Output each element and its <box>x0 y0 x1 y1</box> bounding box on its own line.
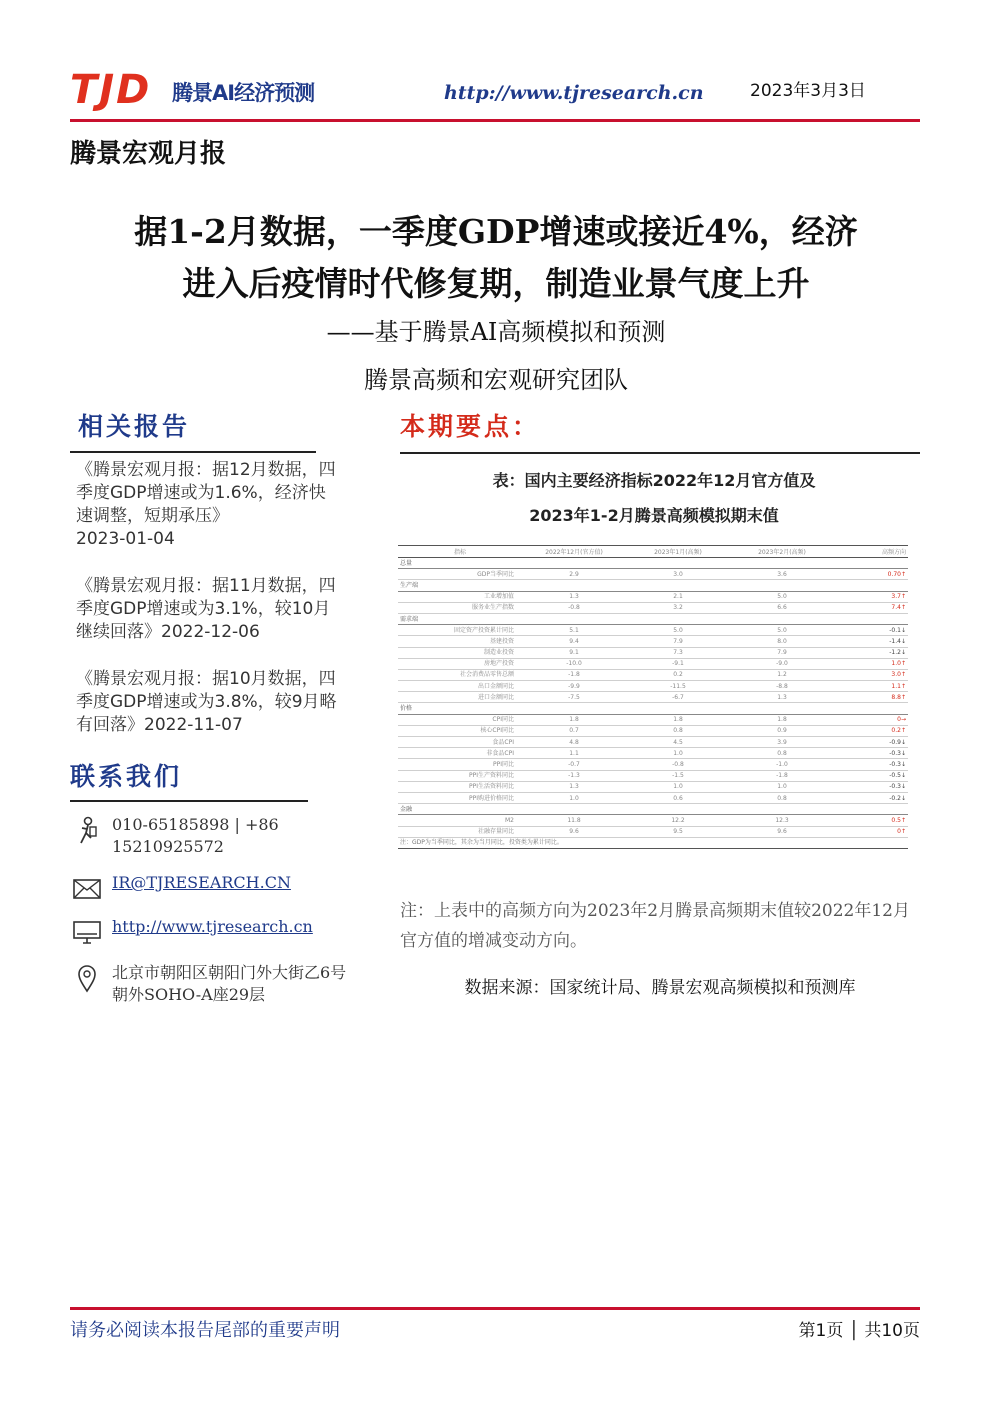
contact-website-link[interactable]: http://www.tjresearch.cn <box>112 917 313 936</box>
table-row <box>398 647 908 658</box>
table-cell-value: 0.2 <box>626 669 730 680</box>
table-cell-direction: -0.5↓ <box>834 770 908 781</box>
table-category-label: 总量 <box>398 558 908 569</box>
table-cell-indicator: 非食品CPI <box>398 748 522 759</box>
report-date: 2023年3月3日 <box>750 81 866 101</box>
table-cell-indicator: CPI同比 <box>398 714 522 725</box>
table-cell-value: 8.0 <box>730 636 834 647</box>
table-cell-value: 3.0 <box>626 569 730 580</box>
table-cell-indicator: GDP当季同比 <box>398 569 522 580</box>
contact-phone-row <box>70 814 370 858</box>
monitor-icon <box>70 916 104 950</box>
page-number: 第1页 │ 共10页 <box>798 1321 920 1341</box>
table-cell-direction: 7.4↑ <box>834 602 908 613</box>
table-cell-direction: -0.9↓ <box>834 737 908 748</box>
table-category-row <box>398 558 908 569</box>
key-points-heading: 本期要点： <box>400 412 541 441</box>
table-cell-direction: -0.2↓ <box>834 792 908 803</box>
table-cell-value: 9.6 <box>730 826 834 837</box>
table-cell-value: 3.9 <box>730 737 834 748</box>
table-category-label: 生产端 <box>398 580 908 591</box>
table-row <box>398 815 908 826</box>
contact-heading: 联系我们 <box>70 762 183 791</box>
table-row <box>398 714 908 725</box>
table-cell-value: -7.5 <box>522 692 626 703</box>
table-row <box>398 569 908 580</box>
table-cell-indicator: 工业增加值 <box>398 591 522 602</box>
main-title-line2: 进入后疫情时代修复期，制造业景气度上升 <box>182 264 810 303</box>
table-cell-value: 5.0 <box>626 625 730 636</box>
table-cell-direction: 0.5↑ <box>834 815 908 826</box>
table-cell-direction: -0.3↓ <box>834 748 908 759</box>
related-item-2[interactable] <box>76 575 338 644</box>
main-title <box>70 206 922 310</box>
table-row <box>398 792 908 803</box>
table-row <box>398 759 908 770</box>
table-row <box>398 826 908 837</box>
contact-address: 北京市朝阳区朝阳门外大街乙6号朝外SOHO-A座29层 <box>112 963 347 1004</box>
table-cell-value: -9.9 <box>522 681 626 692</box>
table-category-row <box>398 613 908 624</box>
table-col-header: 指标 <box>398 546 522 558</box>
table-cell-indicator: 制造业投资 <box>398 647 522 658</box>
table-cell-value: 4.8 <box>522 737 626 748</box>
main-title-line1: 据1-2月数据，一季度GDP增速或接近4%，经济 <box>134 212 858 251</box>
table-cell-value: 5.1 <box>522 625 626 636</box>
table-cell-value: 1.3 <box>522 591 626 602</box>
table-cell-indicator: M2 <box>398 815 522 826</box>
table-row <box>398 781 908 792</box>
table-cell-direction: 1.0↑ <box>834 658 908 669</box>
table-cell-value: -11.5 <box>626 681 730 692</box>
table-cell-value: 11.8 <box>522 815 626 826</box>
table-cell-value: -9.1 <box>626 658 730 669</box>
table-cell-value: 3.6 <box>730 569 834 580</box>
table-cell-value: 2.1 <box>626 591 730 602</box>
table-row <box>398 681 908 692</box>
table-cell-value: 4.5 <box>626 737 730 748</box>
table-category-row <box>398 703 908 714</box>
table-cell-value: -0.8 <box>626 759 730 770</box>
table-cell-indicator: 房地产投资 <box>398 658 522 669</box>
table-footnote: 注：GDP为当季同比，其余为当月同比，投资类为累计同比。 <box>398 837 908 848</box>
table-cell-value: 1.0 <box>730 781 834 792</box>
table-row <box>398 725 908 736</box>
mail-icon <box>70 872 104 906</box>
table-cell-value: -0.8 <box>522 602 626 613</box>
related-item-date: 2023-01-04 <box>76 529 175 549</box>
table-cell-direction: -0.1↓ <box>834 625 908 636</box>
table-cell-direction: 8.8↑ <box>834 692 908 703</box>
table-note: 注：上表中的高频方向为2023年2月腾景高频期末值较2022年12月官方值的增减变动方向。 <box>400 901 910 951</box>
related-divider <box>70 451 316 453</box>
sub-title: ——基于腾景AI高频模拟和预测 <box>326 318 666 346</box>
table-col-header: 2023年2月(高频) <box>730 546 834 558</box>
table-cell-value: 2.9 <box>522 569 626 580</box>
table-cell-indicator: 服务业生产指数 <box>398 602 522 613</box>
table-cell-value: 12.3 <box>730 815 834 826</box>
table-cell-value: 1.0 <box>626 748 730 759</box>
table-row <box>398 692 908 703</box>
key-points-divider <box>400 452 920 454</box>
table-cell-indicator: 基建投资 <box>398 636 522 647</box>
table-cell-value: 0.8 <box>626 725 730 736</box>
table-cell-value: 0.9 <box>730 725 834 736</box>
table-category-label: 需求端 <box>398 613 908 624</box>
table-cell-direction: -1.2↓ <box>834 647 908 658</box>
header-url-link[interactable]: http://www.tjresearch.cn <box>444 82 704 104</box>
table-row <box>398 669 908 680</box>
table-cell-value: 7.3 <box>626 647 730 658</box>
table-cell-value: -1.0 <box>730 759 834 770</box>
series-name: 腾景宏观月报 <box>70 139 227 169</box>
location-pin-icon <box>70 962 104 996</box>
contact-email-row <box>70 872 370 906</box>
table-cell-indicator: PPI生活资料同比 <box>398 781 522 792</box>
table-cell-direction: 3.0↑ <box>834 669 908 680</box>
team-name: 腾景高频和宏观研究团队 <box>364 366 628 394</box>
table-category-label: 价格 <box>398 703 908 714</box>
table-body <box>398 558 908 849</box>
table-cell-indicator: 进口金额同比 <box>398 692 522 703</box>
table-cell-indicator: PPI同比 <box>398 759 522 770</box>
table-row <box>398 591 908 602</box>
table-cell-direction: -0.3↓ <box>834 759 908 770</box>
table-col-header: 高频方向 <box>834 546 908 558</box>
table-row <box>398 658 908 669</box>
table-row <box>398 748 908 759</box>
contact-address-row <box>70 962 370 1006</box>
table-cell-indicator: 社会消费品零售总额 <box>398 669 522 680</box>
related-item-text: 《腾景宏观月报：据10月数据，四季度GDP增速或为3.8%，较9月略有回落》2022-11-07 <box>76 669 337 735</box>
table-cell-value: 0.6 <box>626 792 730 803</box>
table-cell-value: 1.1 <box>522 748 626 759</box>
table-cell-indicator: 出口金额同比 <box>398 681 522 692</box>
table-cell-indicator: 固定资产投资累计同比 <box>398 625 522 636</box>
table-cell-value: 1.3 <box>522 781 626 792</box>
table-header-row <box>398 546 908 558</box>
table-cell-direction: -1.4↓ <box>834 636 908 647</box>
indicator-table <box>398 545 908 849</box>
table-cell-value: 3.2 <box>626 602 730 613</box>
table-cell-direction: 0↑ <box>834 826 908 837</box>
table-footnote-row <box>398 837 908 848</box>
table-cell-value: -1.5 <box>626 770 730 781</box>
contact-website-row <box>70 916 370 950</box>
logo-text: 腾景AI经济预测 <box>172 81 315 105</box>
table-row <box>398 770 908 781</box>
table-col-header: 2023年1月(高频) <box>626 546 730 558</box>
contact-divider <box>70 800 308 802</box>
table-cell-value: 9.1 <box>522 647 626 658</box>
related-item-3[interactable] <box>76 668 338 737</box>
table-category-row <box>398 580 908 591</box>
table-cell-indicator: 核心CPI同比 <box>398 725 522 736</box>
table-cell-value: 1.8 <box>522 714 626 725</box>
header-divider <box>70 119 920 122</box>
table-caption-line1: 表：国内主要经济指标2022年12月官方值及 <box>492 471 816 490</box>
table-cell-value: 1.8 <box>730 714 834 725</box>
table-cell-value: 1.2 <box>730 669 834 680</box>
footer-disclaimer: 请务必阅读本报告尾部的重要声明 <box>70 1320 340 1341</box>
table-cell-direction: 0→ <box>834 714 908 725</box>
table-cell-value: 1.3 <box>730 692 834 703</box>
contact-email-link[interactable]: IR@TJRESEARCH.CN <box>112 873 291 892</box>
table-category-row <box>398 804 908 815</box>
table-row <box>398 737 908 748</box>
table-cell-indicator: 食品CPI <box>398 737 522 748</box>
table-cell-direction: 1.1↑ <box>834 681 908 692</box>
table-cell-value: 9.5 <box>626 826 730 837</box>
table-cell-value: -1.3 <box>522 770 626 781</box>
table-cell-indicator: 社融存量同比 <box>398 826 522 837</box>
table-category-label: 金融 <box>398 804 908 815</box>
table-cell-value: 7.9 <box>626 636 730 647</box>
table-cell-direction: 0.70↑ <box>834 569 908 580</box>
table-row <box>398 602 908 613</box>
table-cell-value: -6.7 <box>626 692 730 703</box>
table-cell-value: -9.0 <box>730 658 834 669</box>
table-cell-indicator: PPI购进价格同比 <box>398 792 522 803</box>
table-row <box>398 636 908 647</box>
related-heading: 相关报告 <box>78 412 191 441</box>
table-cell-value: -1.8 <box>522 669 626 680</box>
related-item-1[interactable] <box>76 459 338 551</box>
table-row <box>398 625 908 636</box>
table-cell-value: -10.0 <box>522 658 626 669</box>
table-cell-value: 7.9 <box>730 647 834 658</box>
related-item-text: 《腾景宏观月报：据12月数据，四季度GDP增速或为1.6%，经济快速调整，短期承压》 <box>76 460 336 526</box>
table-cell-value: -0.7 <box>522 759 626 770</box>
table-cell-value: 1.0 <box>522 792 626 803</box>
table-cell-value: 1.0 <box>626 781 730 792</box>
logo-mark: TJD <box>70 67 152 113</box>
table-cell-direction: -0.3↓ <box>834 781 908 792</box>
table-cell-value: 5.0 <box>730 625 834 636</box>
data-source: 数据来源：国家统计局、腾景宏观高频模拟和预测库 <box>464 978 856 998</box>
table-col-header: 2022年12月(官方值) <box>522 546 626 558</box>
table-cell-value: -8.8 <box>730 681 834 692</box>
phone-icon <box>70 814 104 848</box>
table-cell-value: 1.8 <box>626 714 730 725</box>
related-item-text: 《腾景宏观月报：据11月数据，四季度GDP增速或为3.1%，较10月继续回落》2022-12-06 <box>76 576 336 642</box>
table-cell-value: 0.8 <box>730 748 834 759</box>
table-cell-value: 5.0 <box>730 591 834 602</box>
table-cell-value: 0.7 <box>522 725 626 736</box>
table-cell-indicator: PPI生产资料同比 <box>398 770 522 781</box>
table-cell-value: -1.8 <box>730 770 834 781</box>
table-cell-value: 12.2 <box>626 815 730 826</box>
table-cell-direction: 0.2↑ <box>834 725 908 736</box>
table-cell-value: 6.6 <box>730 602 834 613</box>
footer-divider <box>70 1307 920 1310</box>
table-caption-line2: 2023年1-2月腾景高频模拟期末值 <box>529 506 779 525</box>
contact-phone: 010-65185898 | +86 15210925572 <box>112 815 279 856</box>
table-cell-value: 0.8 <box>730 792 834 803</box>
table-cell-value: 9.4 <box>522 636 626 647</box>
table-cell-value: 9.6 <box>522 826 626 837</box>
table-cell-direction: 3.7↑ <box>834 591 908 602</box>
